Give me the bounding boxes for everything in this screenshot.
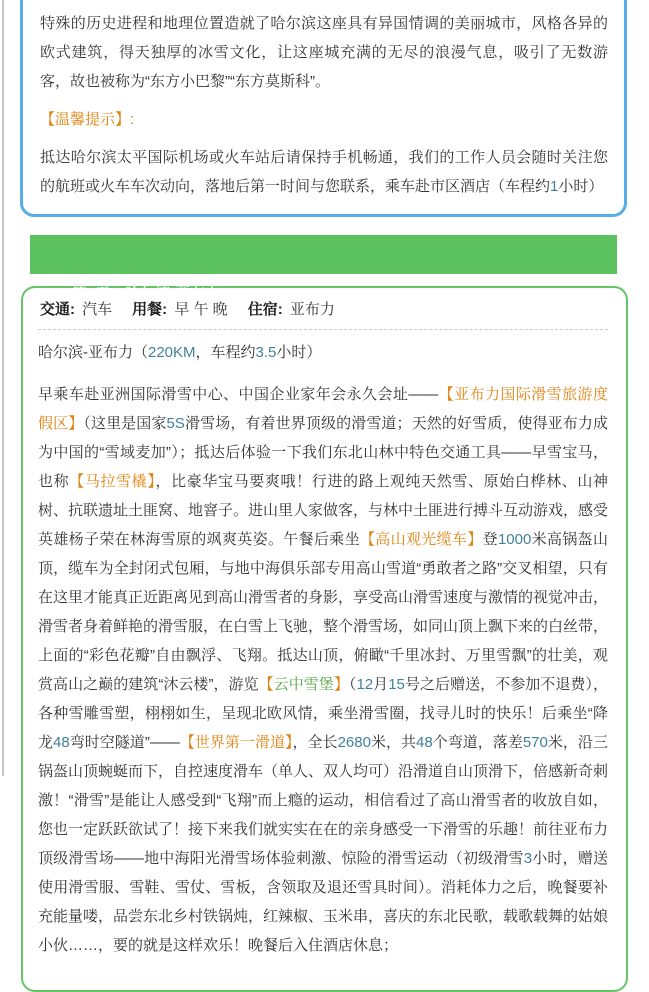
text-segment-num: 1 [550,178,559,195]
meta-label: 用餐: [132,301,168,318]
text-segment-num: 2680 [337,734,371,751]
text-segment-text: 滑雪场，有着世界顶级的滑雪道；天然的好雪质，使得亚布力成为中国的“雪域麦加”）；抵达后体验一下我们东北山林中特色交通工具——早雪宝马，也称 [38,415,608,490]
day-header-label: 第2天 哈尔滨-亚布力 [71,285,221,302]
text-segment-num: 3 [523,850,533,867]
text-segment-text: 米，沿三锅盔山顶蜿蜒而下，自控速度滑车（单人、双人均可）沿滑道自山顶滑下，倍感新奇刺激！“滑雪”是能让人感受到“飞翔”而上瘾的运动，相信看过了高山滑雪者的收放自如，您也一定跃跃欲试了！接下来我们就实实在在的亲身感受一下滑雪的乐趣！前往亚布力顶级滑雪场——地中海阳光滑雪场体验刺激、惊险的滑雪运动（初级滑雪 [38,734,609,867]
day-description [38,380,608,960]
text-segment-orange: 【世界第一滑道】 [179,734,293,751]
meta-label: 交通: [40,301,75,318]
text-segment-text: 抵达哈尔滨太平国际机场或火车站后请保持手机畅通，我们的工作人员会随时关注您的航班或火车车次动向，落地后第一时间与您联系，乘车赴市区酒店（车程约 [40,149,608,195]
notice-title: 【温馨提示】: [40,111,135,128]
text-segment-text: （ [348,676,357,693]
text-segment-green: 云中雪堡 [273,676,334,693]
text-segment-num: 12 [356,676,374,693]
text-segment-text: 哈尔滨-亚布力（ [38,344,148,361]
text-segment-num: 570 [522,734,548,751]
text-segment-text: 米高锅盔山顶，缆车为全封闭式包厢，与地中海俱乐部专用高山雪道“勇敢者之路”交叉相望，只有在这里才能真正近距离见到高山滑雪者的身影，享受高山滑雪速度与激情的视觉冲击，滑雪者身着鲜艳的滑雪服，在白雪上飞驰，整个滑雪场，如同山顶上飘下来的白丝带，上面的“彩色花瓣”自由飘浮、飞翔。抵达山顶，俯瞰“千里冰封、万里雪飘”的壮美，观赏高山之巅的建筑“沐云楼”，游览 [38,531,609,693]
meta-value: 早 午 晚 [170,301,228,318]
route-line [38,338,608,367]
meta-value: 亚布力 [285,301,335,318]
text-segment-text: ，全长 [292,734,338,751]
text-segment-text: 小时，赠送使用滑雪服、雪鞋、雪仗、雪板，含领取及退还雪具时间）。消耗体力之后，晚餐要补充能量喽，品尝东北乡村铁锅炖，红辣椒、玉米串，喜庆的东北民歌，载歌载舞的姑娘小伙……，要的就是这样欢乐！晚餐后入住酒店休息； [38,850,609,954]
text-segment-text: 个弯道，落差 [432,734,523,751]
text-segment-orange: 【 [258,676,274,693]
text-segment-orange: 【高山观光缆车】 [359,531,483,548]
text-segment-num: 48 [416,734,433,751]
meta-row [38,296,608,323]
text-segment-text: 小时） [558,178,604,195]
day-detail-box [21,286,628,992]
notice-paragraph [40,143,608,201]
text-segment-orange: 】 [333,676,349,693]
text-segment-text: 早乘车赴亚洲国际滑雪中心、中国企业家年会永久会址—— [38,386,439,403]
text-segment-num: 5S [166,415,185,432]
text-segment-text: 特殊的历史进程和地理位置造就了哈尔滨这座具有异国情调的美丽城市，风格各异的欧式建筑，得天独厚的冰雪文化，让这座城充满的无尽的浪漫气息，吸引了无数游客，故也被称为“东方小巴黎”“东方莫斯科”。 [40,15,608,90]
text-segment-orange: 【亚布力国际滑雪旅游度假区】 [38,386,608,432]
intro-paragraph [40,9,608,96]
text-segment-num: 1000 [497,531,532,548]
text-segment-text: 米，共 [370,734,417,751]
text-segment-text: 小时） [276,344,322,361]
text-segment-text: 月 [373,676,389,693]
day-header-bar [30,235,617,302]
text-segment-num: 48 [53,734,70,751]
text-segment-text: （这里是国家 [83,415,167,432]
text-segment-text: 号之后赠送，不参加不退费），各种雪雕雪塑，栩栩如生，呈现北欧风情，乘坐滑雪圈，找寻儿时的快乐！后乘坐“降龙 [38,676,608,751]
meta-value: 汽车 [78,301,113,318]
text-segment-text: ，车程约 [195,344,256,361]
text-segment-text: ，比豪华宝马要爽哦！行进的路上观纯天然雪、原始白桦林、山神树、抗联遗址土匪窝、地窨子。进山里人家做客，与林中土匪进行搏斗互动游戏，感受英雄杨子荣在林海雪原的飒爽英姿。午餐后乘坐 [38,473,609,548]
meta-item [248,301,335,318]
meta-label: 住宿: [247,301,283,318]
text-segment-text: 弯时空隧道”—— [69,734,180,751]
dashed-separator [38,329,608,330]
text-segment-num: 3.5 [255,344,277,361]
text-segment-num: 15 [388,676,405,693]
meta-item [132,301,228,318]
text-segment-orange: 【马拉雪橇】 [69,473,156,490]
text-segment-num: 220KM [148,344,196,361]
text-segment-text: 登 [482,531,498,548]
intro-box [20,0,627,217]
meta-item [40,301,112,318]
